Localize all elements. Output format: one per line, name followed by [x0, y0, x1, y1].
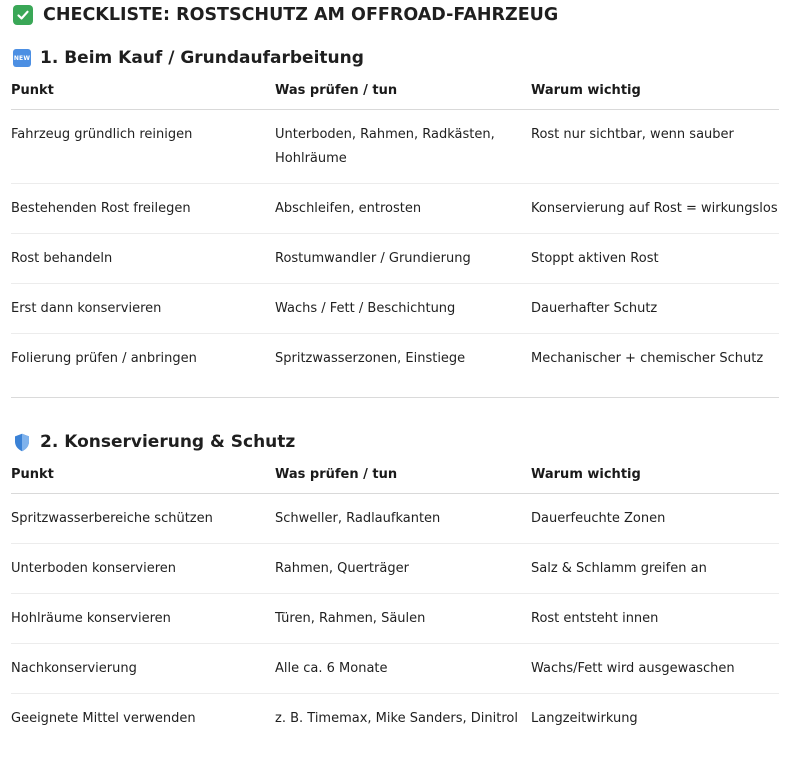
- cell-was-pruefen: Alle ca. 6 Monate: [275, 661, 388, 676]
- cell-was-pruefen: Spritzwasserzonen, Einstiege: [275, 351, 466, 366]
- table-row: [11, 334, 779, 383]
- cell-punkt: Bestehenden Rost freilegen: [11, 201, 191, 216]
- cell-punkt: Fahrzeug gründlich reinigen: [11, 127, 193, 142]
- section-divider: [11, 397, 779, 398]
- cell-warum-wichtig: Wachs/Fett wird ausgewaschen: [531, 661, 735, 676]
- new-badge-icon: NEW: [13, 49, 31, 67]
- column-header-warum-wichtig: Warum wichtig: [531, 467, 641, 482]
- section-1-table: [11, 73, 779, 383]
- cell-punkt: Rost behandeln: [11, 251, 113, 266]
- table-header: [11, 457, 779, 494]
- column-header-punkt: Punkt: [11, 467, 54, 482]
- cell-punkt: Unterboden konservieren: [11, 561, 176, 576]
- table-row: [11, 544, 779, 594]
- page-title-text: CHECKLISTE: ROSTSCHUTZ AM OFFROAD-FAHRZEUG: [43, 5, 559, 25]
- cell-warum-wichtig: Stoppt aktiven Rost: [531, 251, 659, 266]
- cell-was-pruefen: Schweller, Radlaufkanten: [275, 511, 441, 526]
- section-1-heading: [13, 46, 364, 70]
- table-row: [11, 594, 779, 644]
- column-header-warum-wichtig: Warum wichtig: [531, 83, 641, 98]
- shield-icon: [13, 432, 31, 452]
- table-row: [11, 234, 779, 284]
- cell-was-pruefen: Abschleifen, entrosten: [275, 201, 422, 216]
- section-2-table: [11, 457, 779, 743]
- cell-warum-wichtig: Dauerfeuchte Zonen: [531, 511, 666, 526]
- table-row: [11, 694, 779, 743]
- cell-punkt: Hohlräume konservieren: [11, 611, 171, 626]
- table-row: [11, 644, 779, 694]
- column-header-was-pruefen: Was prüfen / tun: [275, 467, 398, 482]
- cell-punkt: Spritzwasserbereiche schützen: [11, 511, 213, 526]
- table-row: [11, 494, 779, 544]
- cell-punkt: Folierung prüfen / anbringen: [11, 351, 197, 366]
- check-mark-icon: [13, 5, 33, 25]
- page-title: [13, 4, 558, 26]
- cell-warum-wichtig: Rost nur sichtbar, wenn sauber: [531, 127, 734, 142]
- cell-warum-wichtig: Mechanischer + chemischer Schutz: [531, 351, 764, 366]
- cell-was-pruefen: Unterboden, Rahmen, Radkästen, Hohlräume: [275, 127, 495, 166]
- cell-punkt: Erst dann konservieren: [11, 301, 162, 316]
- cell-warum-wichtig: Langzeitwirkung: [531, 711, 638, 726]
- column-header-punkt: Punkt: [11, 83, 54, 98]
- cell-warum-wichtig: Salz & Schlamm greifen an: [531, 561, 707, 576]
- section-2-heading-text: 2. Konservierung & Schutz: [40, 432, 296, 452]
- cell-was-pruefen: z. B. Timemax, Mike Sanders, Dinitrol: [275, 711, 518, 726]
- section-2-heading: [13, 430, 295, 454]
- cell-warum-wichtig: Rost entsteht innen: [531, 611, 659, 626]
- cell-was-pruefen: Wachs / Fett / Beschichtung: [275, 301, 456, 316]
- column-header-was-pruefen: Was prüfen / tun: [275, 83, 398, 98]
- section-1-heading-text: 1. Beim Kauf / Grundaufarbeitung: [40, 48, 364, 68]
- table-header: [11, 73, 779, 110]
- table-row: [11, 284, 779, 334]
- cell-was-pruefen: Rostumwandler / Grundierung: [275, 251, 471, 266]
- cell-warum-wichtig: Konservierung auf Rost = wirkungslos: [531, 201, 778, 216]
- cell-warum-wichtig: Dauerhafter Schutz: [531, 301, 658, 316]
- cell-was-pruefen: Rahmen, Querträger: [275, 561, 409, 576]
- cell-punkt: Geeignete Mittel verwenden: [11, 711, 196, 726]
- cell-was-pruefen: Türen, Rahmen, Säulen: [275, 611, 426, 626]
- table-row: [11, 110, 779, 184]
- table-row: [11, 184, 779, 234]
- cell-punkt: Nachkonservierung: [11, 661, 137, 676]
